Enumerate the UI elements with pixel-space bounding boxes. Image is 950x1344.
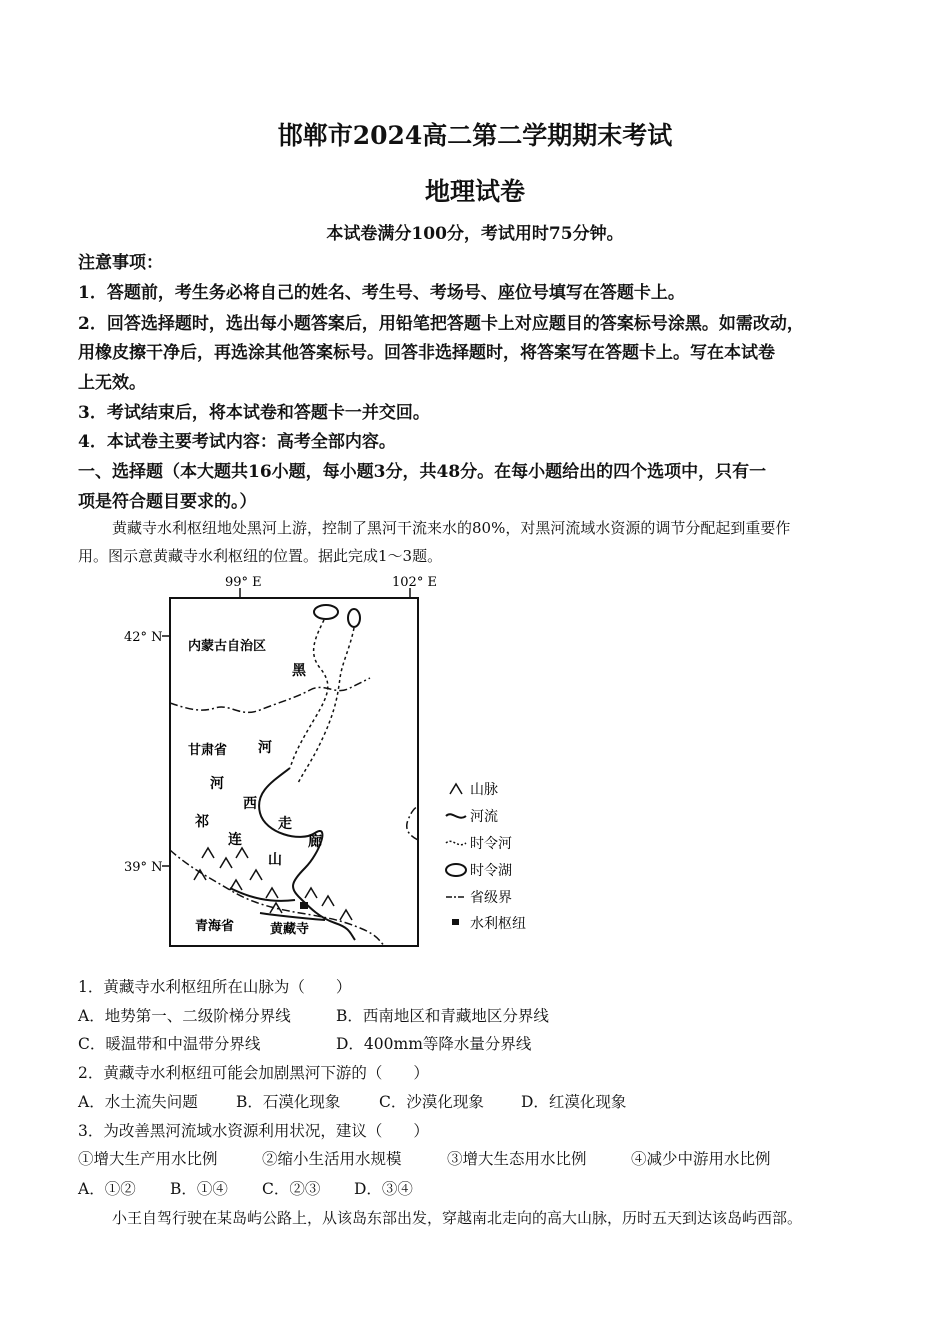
seasonal-lake [348,609,360,627]
legend-boundary: 省级界 [470,890,512,906]
q2-option-b[interactable]: B．石漠化现象 [236,1093,341,1111]
passage-line: 黄藏寺水利枢纽地处黑河上游，控制了黑河干流来水的80%，对黑河流域水资源的调节分配起到重要作 [112,519,791,537]
corridor-label: 河 [210,776,224,792]
q2-option-a[interactable]: A．水土流失问题 [78,1093,198,1111]
note-line: 2．回答选择题时，选出每小题答案后，用铅笔把答题卡上对应题目的答案标号涂黑。如需改动， [78,314,804,334]
legend-seasonal-river: 时令河 [470,836,512,852]
map-figure [110,568,560,958]
map-legend [446,782,526,932]
mountain-label: 连 [228,832,242,848]
q3-option-b[interactable]: B．①④ [170,1180,228,1198]
q3-option-a[interactable]: A．①② [78,1180,136,1198]
exam-info: 本试卷满分100分，考试用时75分钟。 [326,224,624,244]
q3-choice-3: ③增大生态用水比例 [447,1150,587,1168]
river-label-hei: 黑 [292,663,306,679]
lon-label-102: 102° E [392,575,437,590]
dam-marker [300,902,308,909]
question-3-stem: 3．为改善黑河流域水资源利用状况，建议（ ） [78,1122,429,1140]
q1-option-a[interactable]: A．地势第一、二级阶梯分界线 [78,1007,291,1025]
q3-option-c[interactable]: C．②③ [262,1180,321,1198]
q3-choice-4: ④减少中游用水比例 [631,1150,771,1168]
q1-option-c[interactable]: C．暖温带和中温带分界线 [78,1035,261,1053]
seasonal-river [298,628,354,783]
q1-option-b[interactable]: B．西南地区和青藏地区分界线 [336,1007,549,1025]
q2-option-d[interactable]: D．红漠化现象 [521,1093,627,1111]
legend-river: 河流 [470,809,498,825]
tributary [260,913,325,920]
note-line: 1．答题前，考生务必将自己的姓名、考生号、考场号、座位号填写在答题卡上。 [78,283,685,303]
corridor-label: 廊 [308,834,322,850]
section-heading-cont: 项是符合题目要求的。） [78,492,257,512]
lon-label-99: 99° E [225,575,262,590]
note-line: 4．本试卷主要考试内容：高考全部内容。 [78,432,396,452]
region-gansu: 甘肃省 [188,743,228,758]
lat-label-39: 39° N [124,860,163,875]
region-inner-mongolia: 内蒙古自治区 [188,639,267,654]
dam-site-label: 黄藏寺 [270,922,310,937]
legend-seasonal-lake: 时令湖 [470,863,512,879]
section-heading: 一、选择题（本大题共16小题，每小题3分，共48分。在每小题给出的四个选项中，只有一 [78,462,767,482]
exam-title: 邯郸市2024高二第二学期期末考试 [277,121,673,150]
q3-choice-1: ①增大生产用水比例 [78,1150,218,1168]
river-label-he: 河 [258,740,272,756]
exam-subject: 地理试卷 [424,177,525,206]
province-boundary [407,806,418,840]
notes-heading: 注意事项： [78,253,163,273]
q3-choice-2: ②缩小生活用水规模 [262,1150,402,1168]
question-2-stem: 2．黄藏寺水利枢纽可能会加剧黑河下游的（ ） [78,1064,429,1082]
corridor-label: 西 [243,796,257,812]
region-qinghai: 青海省 [195,919,235,934]
province-boundary [170,678,370,712]
note-line: 上无效。 [78,373,146,393]
seasonal-river [290,620,328,768]
lat-label-42: 42° N [124,630,163,645]
tributary [230,888,295,901]
mountain-label: 祁 [195,814,209,830]
mountain-label: 山 [268,852,282,868]
q1-option-d[interactable]: D．400mm等降水量分界线 [336,1035,532,1053]
corridor-label: 走 [278,816,292,832]
q2-option-c[interactable]: C．沙漠化现象 [379,1093,484,1111]
passage-line: 用。图示意黄藏寺水利枢纽的位置。据此完成1～3题。 [78,547,443,565]
legend-dam: 水利枢纽 [470,916,526,932]
seasonal-lake [314,605,338,619]
q3-option-d[interactable]: D．③④ [354,1180,413,1198]
note-line: 3．考试结束后，将本试卷和答题卡一并交回。 [78,403,430,423]
legend-mountain: 山脉 [470,782,498,798]
passage-2: 小王自驾行驶在某岛屿公路上，从该岛东部出发，穿越南北走向的高大山脉，历时五天到达该岛屿西部。 [112,1209,803,1227]
note-line: 用橡皮擦干净后，再选涂其他答案标号。回答非选择题时，将答案写在答题卡上。写在本试卷 [78,343,775,363]
question-1-stem: 1．黄藏寺水利枢纽所在山脉为（ ） [78,978,352,996]
